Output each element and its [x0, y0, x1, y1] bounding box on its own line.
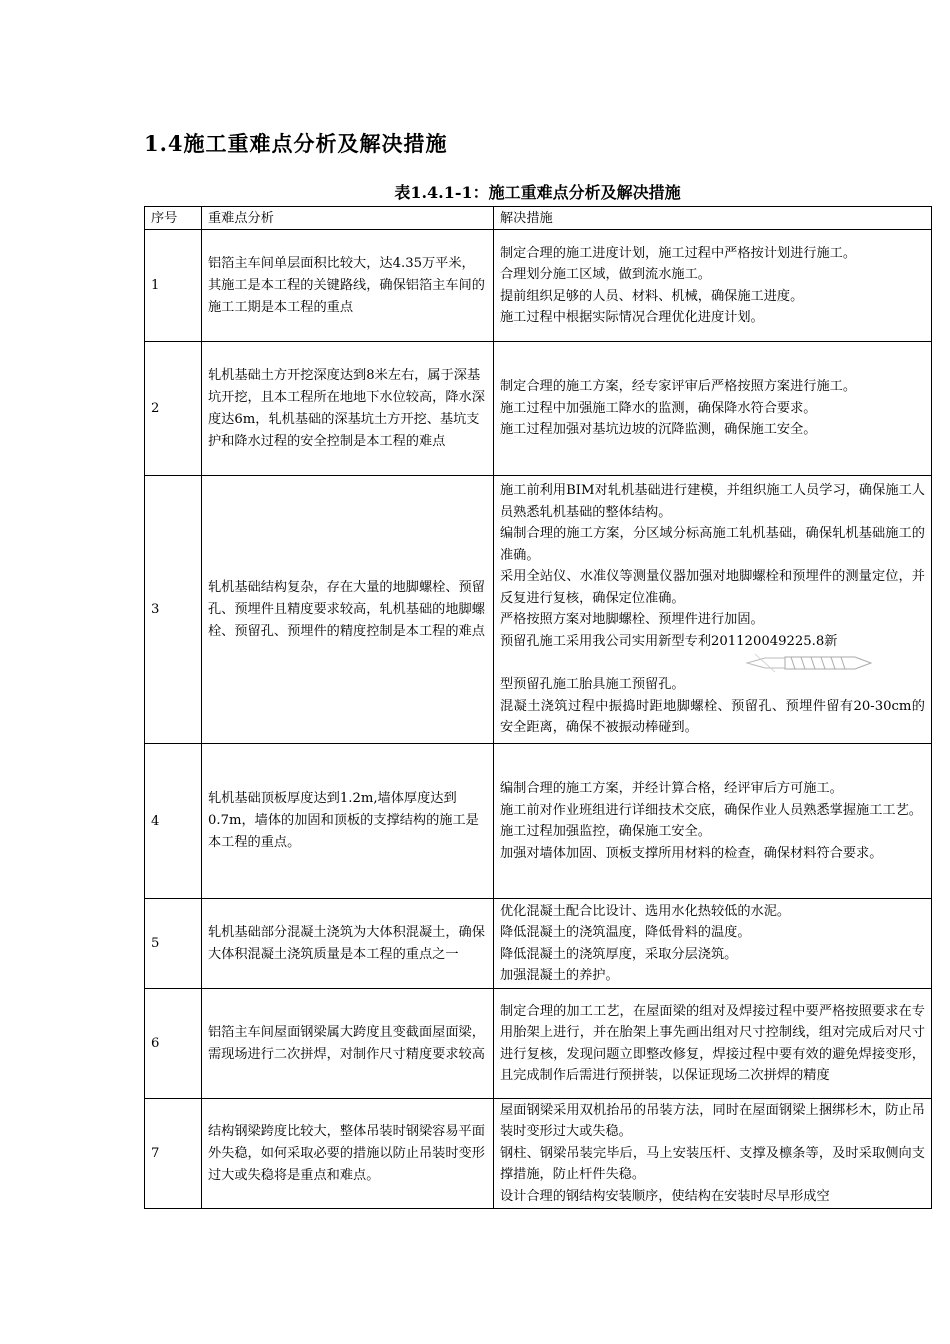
- difficulty-table: [144, 206, 932, 1209]
- measure-item: 编制合理的施工方案，分区域分标高施工轧机基础，确保轧机基础施工的准确。: [500, 526, 925, 563]
- table-row: [145, 899, 932, 989]
- table-row: [145, 1099, 932, 1209]
- measure-item: 提前组织足够的人员、材料、机械，确保施工进度。: [500, 288, 804, 304]
- measure-item: 屋面钢梁采用双机抬吊的吊装方法，同时在屋面钢梁上捆绑杉木，防止吊装时变形过大或失稳。: [500, 1102, 925, 1140]
- measure-item: 混凝土浇筑过程中振捣时距地脚螺栓、预留孔、预埋件留有20-30cm的安全距离，确保不被振动棒碰到。: [500, 698, 925, 736]
- patent-fixture-image: [745, 652, 875, 674]
- header-analysis: 重难点分析: [202, 207, 494, 230]
- measure-item: 加强混凝土的养护。: [500, 968, 619, 983]
- row-number: 4: [145, 744, 202, 899]
- measure-item: 制定合理的加工工艺，在屋面梁的组对及焊接过程中要严格按照要求在专用胎架上进行，并在胎架上事先画出组对尺寸控制线，组对完成后对尺寸进行复核，发现问题立即整改修复，焊接过程中要有效的避免焊接变形，且完成制作后需进行预拼装，以保证现场二次拼焊的精度: [500, 1003, 925, 1083]
- row-analysis: 轧机基础部分混凝土浇筑为大体积混凝土，确保大体积混凝土浇筑质量是本工程的重点之一: [202, 899, 494, 989]
- table-row: [145, 476, 932, 744]
- row-measures: [494, 899, 932, 989]
- measure-item: 施工过程中根据实际情况合理优化进度计划。: [500, 310, 764, 325]
- row-measures: [494, 230, 932, 342]
- row-analysis: 轧机基础结构复杂，存在大量的地脚螺栓、预留孔、预埋件且精度要求较高，轧机基础的地脚螺栓、预留孔、预埋件的精度控制是本工程的难点: [202, 476, 494, 744]
- row-measures: [494, 744, 932, 899]
- measure-item: 优化混凝土配合比设计、选用水化热较低的水泥。: [500, 903, 791, 919]
- section-heading: 1.4施工重难点分析及解决措施: [144, 131, 448, 156]
- measure-item: 制定合理的施工进度计划，施工过程中严格按计划进行施工。: [500, 245, 857, 261]
- measure-item: 制定合理的施工方案，经专家评审后严格按照方案进行施工。: [500, 379, 857, 395]
- row-measures: [494, 476, 932, 744]
- table-row: [145, 989, 932, 1099]
- measure-item: 编制合理的施工方案，并经计算合格，经评审后方可施工。: [500, 781, 843, 796]
- measure-item: 预留孔施工采用我公司实用新型专利201120049225.8新: [500, 633, 838, 649]
- header-measures: 解决措施: [494, 207, 932, 230]
- row-analysis: 轧机基础顶板厚度达到1.2m,墙体厚度达到0.7m，墙体的加固和顶板的支撑结构的施工是本工程的重点。: [202, 744, 494, 899]
- row-analysis: 结构钢梁跨度比较大，整体吊装时钢梁容易平面外失稳，如何采取必要的措施以防止吊装时变形过大或失稳将是重点和难点。: [202, 1099, 494, 1209]
- measure-item: 施工过程中加强施工降水的监测，确保降水符合要求。: [500, 400, 817, 416]
- row-number: 6: [145, 989, 202, 1099]
- row-measures: [494, 989, 932, 1099]
- table-row: [145, 744, 932, 899]
- measure-item: 严格按照方案对地脚螺栓、预埋件进行加固。: [500, 612, 764, 628]
- header-no: 序号: [145, 207, 202, 230]
- measure-item: 钢柱、钢梁吊装完毕后，马上安装压杆、支撑及檩条等，及时采取侧向支撑措施，防止杆件失稳。: [500, 1145, 925, 1183]
- measure-item: 施工前利用BIM对轧机基础进行建模，并组织施工人员学习，确保施工人员熟悉轧机基础的整体结构。: [500, 483, 925, 520]
- row-analysis: 轧机基础土方开挖深度达到8米左右，属于深基坑开挖，且本工程所在地地下水位较高，降水深度达6m，轧机基础的深基坑土方开挖、基坑支护和降水过程的安全控制是本工程的难点: [202, 342, 494, 476]
- table-header-row: [145, 207, 932, 230]
- row-analysis: 铝箔主车间单层面积比较大，达4.35万平米，其施工是本工程的关键路线，确保铝箔主车间的施工工期是本工程的重点: [202, 230, 494, 342]
- row-analysis: 铝箔主车间屋面钢梁属大跨度且变截面屋面梁，需现场进行二次拼焊，对制作尺寸精度要求较高: [202, 989, 494, 1099]
- measure-item: 设计合理的钢结构安装顺序，使结构在安装时尽早形成空: [500, 1188, 830, 1204]
- measure-item: 降低混凝土的浇筑温度，降低骨料的温度。: [500, 925, 751, 940]
- table-caption: 表1.4.1-1：施工重难点分析及解决措施: [394, 183, 681, 202]
- row-number: 3: [145, 476, 202, 744]
- measure-item: 采用全站仪、水准仪等测量仪器加强对地脚螺栓和预埋件的测量定位，并反复进行复核，确保定位准确。: [500, 569, 925, 606]
- measure-item: 降低混凝土的浇筑厚度，采取分层浇筑。: [500, 946, 738, 962]
- measure-item: 施工前对作业班组进行详细技术交底，确保作业人员熟悉掌握施工工艺。: [500, 802, 922, 818]
- row-number: 1: [145, 230, 202, 342]
- row-number: 5: [145, 899, 202, 989]
- table-row: [145, 342, 932, 476]
- measure-item: 型预留孔施工胎具施工预留孔。: [500, 677, 685, 693]
- row-number: 7: [145, 1099, 202, 1209]
- row-number: 2: [145, 342, 202, 476]
- row-measures: [494, 1099, 932, 1209]
- measure-item: 施工过程加强对基坑边坡的沉降监测，确保施工安全。: [500, 422, 817, 438]
- row-measures: [494, 342, 932, 476]
- measure-item: 施工过程加强监控，确保施工安全。: [500, 824, 711, 839]
- measure-item: 合理划分施工区域，做到流水施工。: [500, 267, 711, 282]
- measure-item: 加强对墙体加固、顶板支撑所用材料的检查，确保材料符合要求。: [500, 845, 883, 861]
- table-row: [145, 230, 932, 342]
